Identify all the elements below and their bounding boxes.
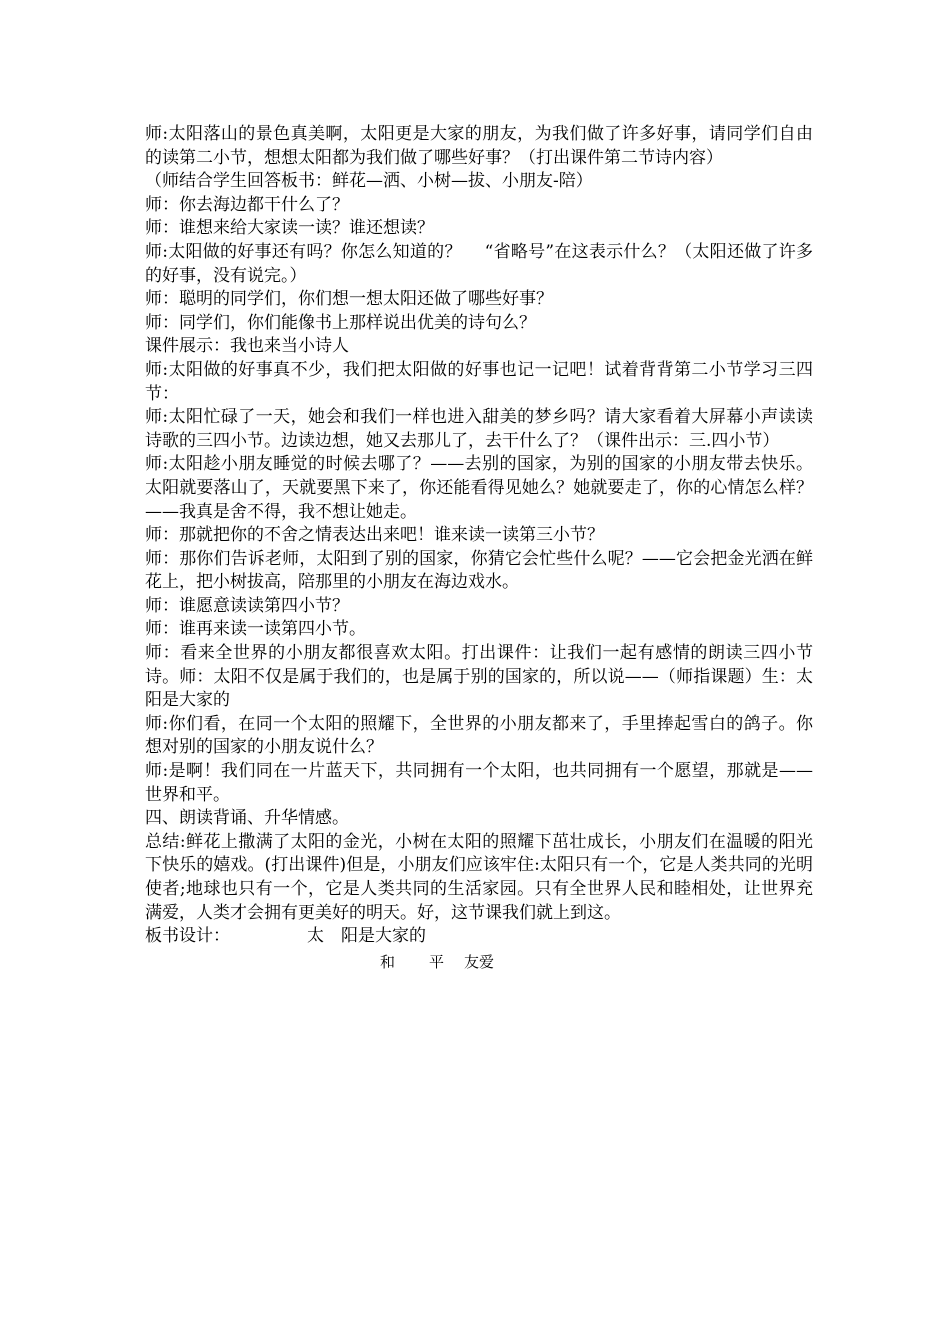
board-design xyxy=(145,925,813,949)
paragraph-5: 师:太阳做的好事还有吗？你怎么知道的？ “省略号”在这表示什么？（太阳还做了许多的好事，没有说完。） xyxy=(145,241,813,286)
paragraph-10: 师:太阳忙碌了一天，她会和我们一样也进入甜美的梦乡吗？请大家看着大屏幕小声读读诗歌的三四小节。边读边想，她又去那儿了，去干什么了？（课件出示：三.四小节） xyxy=(145,407,813,451)
paragraph-16: 师：看来全世界的小朋友都很喜欢太阳。打出课件：让我们一起有感情的朗读三四小节诗。师：太阳不仅是属于我们的，也是属于别的国家的，所以说——（师指课题）生：太阳是大家的 xyxy=(145,643,813,711)
board-keyword-2: 平 xyxy=(429,952,445,971)
paragraph-18: 师:是啊！我们同在一片蓝天下，共同拥有一个太阳，也共同拥有一个愿望，那就是——世界和平。 xyxy=(145,761,813,805)
paragraph-4: 师：谁想来给大家读一读？谁还想读？ xyxy=(145,218,434,239)
board-design-keywords xyxy=(145,949,813,973)
section-heading: 四、朗读背诵、升华情感。 xyxy=(145,808,349,829)
paragraph-1: 师:太阳落山的景色真美啊，太阳更是大家的朋友，为我们做了许多好事，请同学们自由的读第二小节，想想太阳都为我们做了哪些好事？（打出课件第二节诗内容） xyxy=(145,124,813,168)
paragraph-9: 师:太阳做的好事真不少，我们把太阳做的好事也记一记吧！试着背背第二小节学习三四节： xyxy=(145,359,813,404)
paragraph-11: 师:太阳趁小朋友睡觉的时候去哪了？——去别的国家，为别的国家的小朋友带去快乐。太阳就要落山了，天就要黑下来了，你还能看得见她么？她就要走了，你的心情怎么样？——我真是舍不得，我不想让她走。 xyxy=(145,454,813,522)
board-keyword-1: 和 xyxy=(380,952,396,971)
paragraph-3: 师：你去海边都干什么了？ xyxy=(145,194,349,215)
summary-paragraph: 总结:鲜花上撒满了太阳的金光，小树在太阳的照耀下茁壮成长，小朋友们在温暖的阳光下快乐的嬉戏。(打出课件)但是，小朋友们应该牢住:太阳只有一个，它是人类共同的光明使者;地球也只有一个，它是人类共同的生活家园。只有全世界人民和睦相处，让世界充满爱，人类才会拥有更美好的明天。好，这节课我们就上到这。 xyxy=(145,831,813,923)
paragraph-17: 师:你们看，在同一个太阳的照耀下，全世界的小朋友都来了，手里捧起雪白的鸽子。你想对别的国家的小朋友说什么？ xyxy=(145,713,813,758)
paragraph-13: 师：那你们告诉老师，太阳到了别的国家，你猜它会忙些什么呢？——它会把金光洒在鲜花上，把小树拔高，陪那里的小朋友在海边戏水。 xyxy=(145,548,813,593)
paragraph-6: 师：聪明的同学们，你们想一想太阳还做了哪些好事？ xyxy=(145,289,553,310)
document-body xyxy=(145,123,813,973)
paragraph-12: 师：那就把你的不舍之情表达出来吧！谁来读一读第三小节？ xyxy=(145,525,604,546)
paragraph-2: （师结合学生回答板书：鲜花—洒、小树—拔、小朋友-陪） xyxy=(145,171,593,192)
paragraph-7: 师：同学们，你们能像书上那样说出优美的诗句么？ xyxy=(145,312,536,333)
board-design-title: 太 阳是大家的 xyxy=(307,926,426,947)
paragraph-14: 师：谁愿意读读第四小节？ xyxy=(145,595,349,616)
board-keyword-3: 友爱 xyxy=(464,952,495,971)
paragraph-15: 师：谁再来读一读第四小节。 xyxy=(145,619,366,640)
board-design-label: 板书设计： xyxy=(145,926,230,947)
paragraph-8: 课件展示：我也来当小诗人 xyxy=(145,336,349,357)
